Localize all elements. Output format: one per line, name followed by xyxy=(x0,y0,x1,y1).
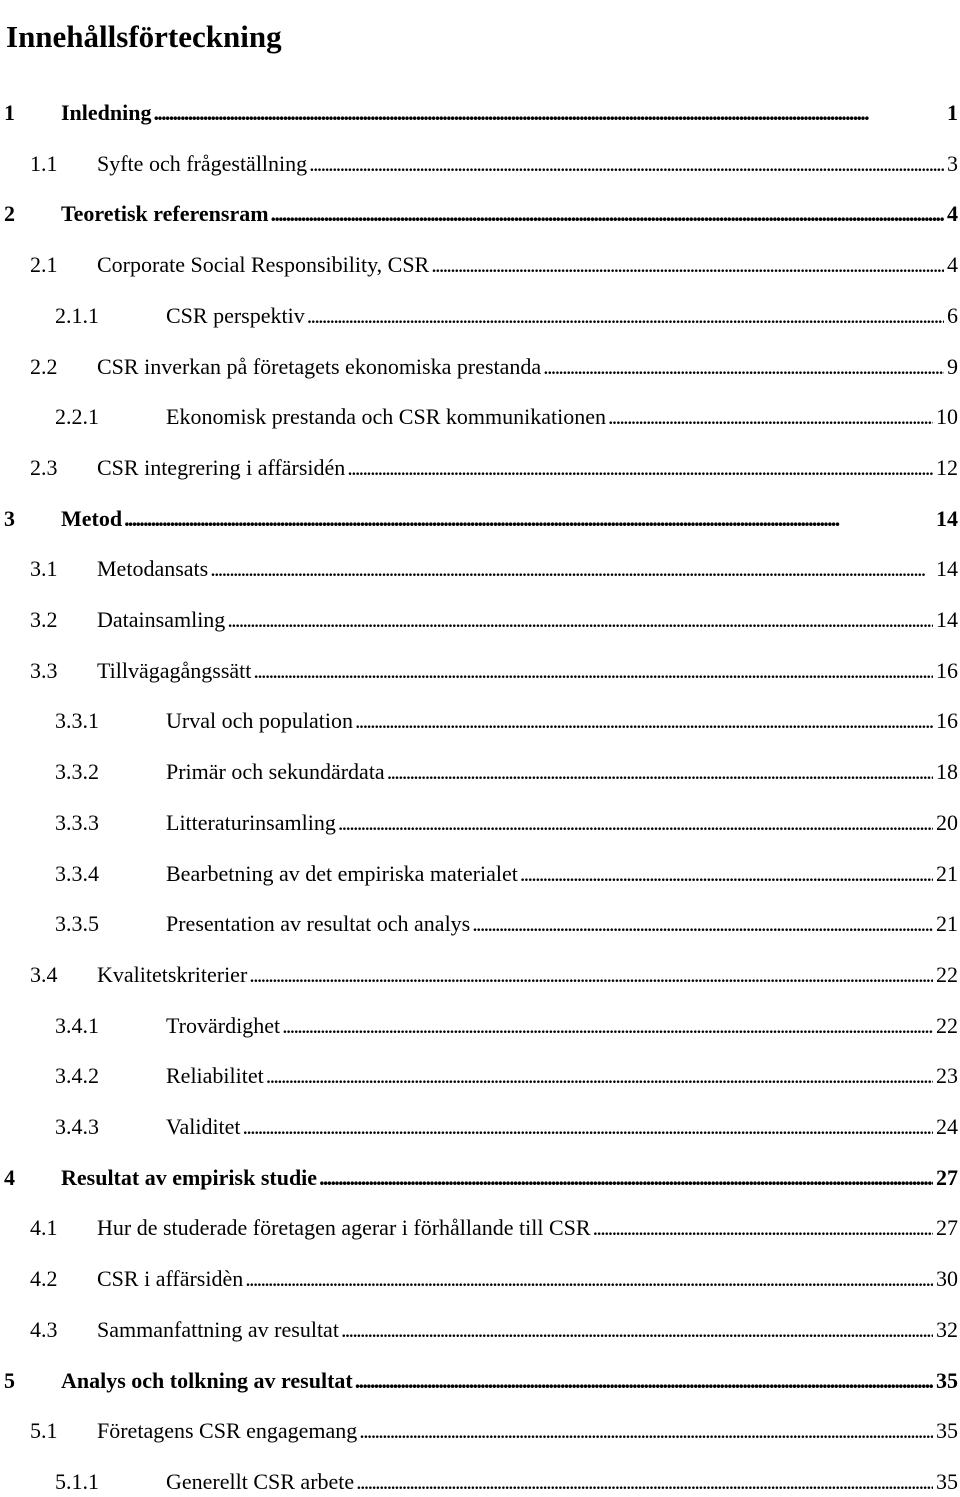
toc-entry-number: 4.2 xyxy=(30,1266,58,1292)
toc-entry-number: 1 xyxy=(4,100,15,125)
toc-entry[interactable] xyxy=(0,149,958,179)
dot-leader xyxy=(266,1061,933,1091)
dot-leader xyxy=(307,301,944,331)
toc-entry-number: 5 xyxy=(4,1367,15,1393)
toc-entry-number: 3.2 xyxy=(30,607,58,632)
toc-entry[interactable] xyxy=(0,554,958,584)
toc-entry[interactable] xyxy=(0,352,958,382)
toc-entry-title: Företagens CSR engagemang xyxy=(97,1418,358,1444)
toc-entry[interactable] xyxy=(0,250,958,280)
toc-entry-title: Sammanfattning av resultat xyxy=(97,1316,339,1342)
toc-entry[interactable] xyxy=(0,605,958,635)
toc-entry-title: Inledning xyxy=(61,100,152,125)
toc-entry-number: 4.1 xyxy=(30,1215,58,1241)
toc-entry-title: Corporate Social Responsibility, CSR xyxy=(97,252,430,278)
toc-entry-page-number: 9 xyxy=(947,353,958,379)
toc-entry[interactable] xyxy=(0,301,958,331)
page-title: Innehållsförteckning xyxy=(6,18,282,54)
toc-entry-title: Presentation av resultat och analys xyxy=(166,911,471,937)
dot-leader xyxy=(245,1264,933,1294)
toc-entry-number: 5.1.1 xyxy=(55,1468,99,1494)
toc-entry-title: Analys och tolkning av resultat xyxy=(61,1367,353,1393)
toc-entry[interactable] xyxy=(0,1264,958,1294)
toc-entry-number: 3.3.3 xyxy=(55,809,99,835)
toc-entry-title: Hur de studerade företagen agerar i förhållande till CSR xyxy=(97,1215,591,1241)
dot-leader xyxy=(431,250,944,280)
toc-entry-number: 2.1 xyxy=(30,252,58,278)
toc-entry-number: 3.3.1 xyxy=(55,708,99,734)
toc-entry-number: 2.3 xyxy=(30,454,58,480)
toc-entry[interactable] xyxy=(0,98,958,128)
toc-entry-page-number: 14 xyxy=(936,505,958,531)
toc-entry-title: Primär och sekundärdata xyxy=(166,759,385,785)
dot-leader xyxy=(243,1112,933,1142)
toc-entry-title: CSR inverkan på företagets ekonomiska prestanda xyxy=(97,353,542,379)
toc-entry-page-number: 21 xyxy=(936,911,958,937)
toc-entry-page-number: 4 xyxy=(947,252,958,278)
dot-leader xyxy=(341,1315,933,1345)
toc-entry-title: Metodansats xyxy=(97,556,209,582)
dot-leader xyxy=(608,402,933,432)
dot-leader xyxy=(520,859,933,889)
toc-entry-title: CSR perspektiv xyxy=(166,302,305,328)
toc-entry-page-number: 27 xyxy=(936,1164,958,1190)
dot-leader xyxy=(543,352,944,382)
toc-entry-title: Validitet xyxy=(166,1114,241,1139)
toc-entry-title: CSR integrering i affärsidén xyxy=(97,454,346,480)
toc-entry[interactable] xyxy=(0,757,958,787)
toc-entry[interactable] xyxy=(0,656,958,686)
dot-leader xyxy=(319,1163,933,1193)
dot-leader xyxy=(387,757,933,787)
toc-entry-page-number: 4 xyxy=(947,201,958,227)
toc-entry-number: 1.1 xyxy=(30,150,58,176)
dot-leader xyxy=(210,554,933,584)
toc-entry-title: Tillvägagångssätt xyxy=(97,657,252,683)
toc-entry-page-number: 32 xyxy=(936,1316,958,1342)
toc-entry-title: Litteraturinsamling xyxy=(166,809,336,835)
dot-leader xyxy=(355,706,933,736)
toc-entry-page-number: 18 xyxy=(936,759,958,785)
toc-entry-page-number: 14 xyxy=(936,556,958,582)
dot-leader xyxy=(472,909,933,939)
toc-entry-title: Reliabilitet xyxy=(166,1063,264,1089)
toc-entry[interactable] xyxy=(0,1213,958,1243)
toc-entry-page-number: 20 xyxy=(936,809,958,835)
toc-entry-page-number: 6 xyxy=(947,302,958,328)
toc-entry-page-number: 22 xyxy=(936,1012,958,1038)
toc-entry-title: Kvalitetskriterier xyxy=(97,961,248,987)
dot-leader xyxy=(227,605,933,635)
toc-entry[interactable] xyxy=(0,453,958,483)
toc-entry-page-number: 14 xyxy=(936,607,958,632)
toc-entry-page-number: 30 xyxy=(936,1266,958,1292)
toc-entry-title: Datainsamling xyxy=(97,607,226,632)
toc-entry-number: 3.1 xyxy=(30,556,58,582)
toc-entry[interactable] xyxy=(0,199,958,229)
toc-entry-title: Urval och population xyxy=(166,708,353,734)
toc-entry-number: 4.3 xyxy=(30,1316,58,1342)
toc-entry-number: 5.1 xyxy=(30,1418,58,1444)
toc-entry-page-number: 35 xyxy=(936,1468,958,1494)
dot-leader xyxy=(347,453,933,483)
toc-entry[interactable] xyxy=(0,402,958,432)
toc-entry[interactable] xyxy=(0,1315,958,1345)
toc-entry-page-number: 22 xyxy=(936,961,958,987)
toc-entry-page-number: 10 xyxy=(936,404,958,430)
toc-entry[interactable] xyxy=(0,706,958,736)
dot-leader xyxy=(359,1416,933,1446)
toc-entry-number: 3 xyxy=(4,505,15,531)
toc-entry-title: Ekonomisk prestanda och CSR kommunikationen xyxy=(166,404,606,430)
toc-entry-number: 3.4.3 xyxy=(55,1114,99,1139)
dot-leader xyxy=(253,656,933,686)
dot-leader xyxy=(356,1467,933,1497)
toc-entry[interactable] xyxy=(0,1366,958,1396)
toc-entry-title: Bearbetning av det empiriska materialet xyxy=(166,860,518,886)
toc-entry-page-number: 24 xyxy=(936,1114,958,1139)
dot-leader xyxy=(309,149,944,179)
toc-entry-page-number: 23 xyxy=(936,1063,958,1089)
toc-entry[interactable] xyxy=(0,1163,958,1193)
dot-leader xyxy=(338,808,933,838)
toc-entry-title: Syfte och frågeställning xyxy=(97,150,308,176)
toc-entry-title: Teoretisk referensram xyxy=(61,201,269,227)
toc-entry-title: Metod xyxy=(61,505,123,531)
toc-entry[interactable] xyxy=(0,504,958,534)
toc-entry[interactable] xyxy=(0,808,958,838)
toc-entry-page-number: 21 xyxy=(936,860,958,886)
dot-leader xyxy=(271,199,944,229)
toc-entry-number: 3.4 xyxy=(30,961,58,987)
dot-leader xyxy=(282,1011,933,1041)
dot-leader xyxy=(249,960,933,990)
toc-entry[interactable] xyxy=(0,960,958,990)
toc-entry-title: Generellt CSR arbete xyxy=(166,1468,355,1494)
toc-entry-page-number: 27 xyxy=(936,1215,958,1241)
toc-entry-page-number: 3 xyxy=(947,150,958,176)
toc-entry[interactable] xyxy=(0,1416,958,1446)
toc-entry-number: 3.4.2 xyxy=(55,1063,99,1089)
dot-leader xyxy=(355,1366,933,1396)
toc-entry-number: 3.3.5 xyxy=(55,911,99,937)
toc-entry-page-number: 16 xyxy=(936,708,958,734)
toc-entry[interactable] xyxy=(0,1467,958,1497)
toc-entry[interactable] xyxy=(0,909,958,939)
toc-entry-number: 3.4.1 xyxy=(55,1012,99,1038)
toc-entry-title: Resultat av empirisk studie xyxy=(61,1164,318,1190)
toc-entry-title: CSR i affärsidèn xyxy=(97,1266,244,1292)
dot-leader xyxy=(124,504,933,534)
dot-leader xyxy=(593,1213,933,1243)
toc-entry-page-number: 16 xyxy=(936,657,958,683)
toc-entry-number: 3.3.2 xyxy=(55,759,99,785)
toc-entry-page-number: 12 xyxy=(936,454,958,480)
toc-entry[interactable] xyxy=(0,859,958,889)
toc-entry-number: 2.2.1 xyxy=(55,404,99,430)
toc-entry-page-number: 35 xyxy=(936,1418,958,1444)
toc-entry[interactable] xyxy=(0,1112,958,1142)
toc-entry-number: 3.3.4 xyxy=(55,860,99,886)
toc-entry-number: 4 xyxy=(4,1164,15,1190)
toc-entry[interactable] xyxy=(0,1061,958,1091)
toc-entry[interactable] xyxy=(0,1011,958,1041)
toc-entry-number: 2.2 xyxy=(30,353,58,379)
toc-entry-page-number: 1 xyxy=(947,100,958,125)
toc-entry-number: 2 xyxy=(4,201,15,227)
dot-leader xyxy=(154,98,945,128)
toc-entry-number: 2.1.1 xyxy=(55,302,99,328)
toc-entry-number: 3.3 xyxy=(30,657,58,683)
toc-entry-title: Trovärdighet xyxy=(166,1012,281,1038)
toc-entry-page-number: 35 xyxy=(936,1367,958,1393)
